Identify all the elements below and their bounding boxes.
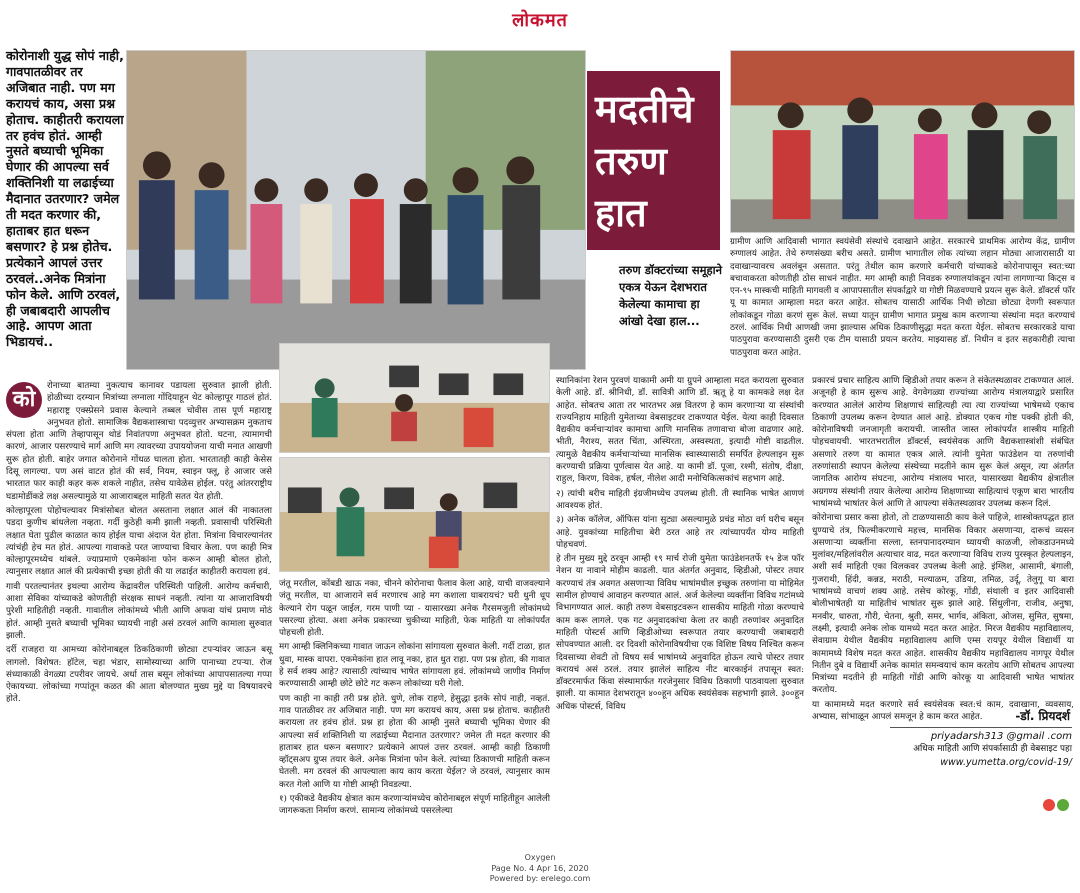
office-photo-top (279, 343, 550, 453)
decorative-dots (1043, 799, 1069, 811)
article-column-2 (279, 578, 550, 845)
lokmat-logo: लोकमत (512, 10, 568, 31)
paragraph: दर्री राजहरा या आमच्या कोरोनाबद्दल ठिकठिकाणी छोट्या टपऱ्यांवर जाऊन बसू लागलो. विशेषत: हॉटेल, चहा भंडार, सामोस्याच्या आणि पानाच्या टपऱ्या. रोज संध्याकाळी वेगळ्या टपरीवर जायचे. अर्धा तास बसून लोकांच्या आपापसातल्या गप्पा ऐकायच्या. लोकांच्या गप्पांतून कळत की आता बोलण्यात मुख्य मुद्दे या विषयावरचे होते. (6, 645, 272, 705)
group-photo-street (126, 50, 586, 370)
paragraph: गावी परतल्यानंतर इथल्या आरोग्य केंद्रावरील परिस्थिती पाहिली. आरोग्य कर्मचारी, आशा सेविका यांच्याकडे कोणतीही संरक्षक साधनं नव्हती. त्यांना या आजाराविषयी पुरेशी माहितीही नव्हती. गावातील लोकांमध्ये भीती आणि अफवा यांचं प्रमाण मोठं होतं. आम्ही नुसते बघ्याची भूमिका घ्यायची नाही असं ठरवलं आणि कामाला सुरुवात झाली. (6, 581, 272, 641)
edition-name: Oxygen (524, 853, 556, 862)
paragraph: मग आम्ही क्लिनिकच्या गावात जाऊन लोकांना सांगायला सुरुवात केली. गर्दी टाळा, हात धुवा, मास्क वापरा. एकमेकांना हात लावू नका, हात धुत राहा. पण प्रश्न होता, की गावात हे सर्व शक्य आहे? त्यासाठी त्यांच्याच भाषेत सांगायला हवं. लोकांमध्ये जाणीव निर्माण करण्यासाठी आम्ही छोटे छोटे गट करून लोकांच्या घरी गेलो. (279, 642, 550, 690)
green-dot-icon (1057, 799, 1069, 811)
office-photo-bottom (279, 457, 550, 572)
group-photo-street-image (127, 51, 585, 369)
paragraph: ३) अनेक कॉलेज, ऑफिस यांना सुट्या असल्यामुळे प्रचंड मोठा वर्ग घरीच बसून आहे. युवकांच्या माहितीचा बेरी ठरत आहे तर त्यांच्यापर्यंत योग्य माहिती पोहचवणं. (556, 515, 804, 550)
office-photo-top-image (280, 344, 549, 452)
masthead (0, 0, 1080, 40)
website-note: अधिक माहिती आणि संपर्कासाठी ही वेबसाइट पहा (913, 744, 1072, 754)
author-email[interactable]: priyadarsh313 @gmail .com (930, 731, 1072, 742)
article-column-3 (556, 375, 804, 845)
contact-info (860, 730, 1072, 769)
paragraph: पण काही ना काही तरी प्रश्न होते. धुणे, लोक राहणे, हेसुद्धा इतके सोपं नाही, नव्हतं. गाव पातळीवर तर अजिबात नाही. पण मग करायचं काय, असा प्रश्न होताच. काहीतरी करायला तर हवंच होतं. प्रश्न हा होता की आम्ही नुसते बघ्याची भूमिका घेणार की आपल्या सर्व शक्तिनिशी या लढाईच्या मैदानात उतरणार? जमेल ती मदत करणार की हाताबर हात धरून बसणार? प्रत्येकाने आपलं उत्तर ठरवलं. आम्ही काही ठिकाणी व्हॉट्सअप ग्रुप्स तयार केले. अनेक मित्रांना फोन केले. त्यांच्या ठिकाणची माहिती करून घेतली. मग ठरवलं की आपल्याला काय काय करता येईल? जे ठरवलं, त्यानुसार काम करत गेलो आणि या गोष्टी आम्ही निवडल्या. (279, 693, 550, 790)
deck-text: तरुण डॉक्टरांच्या समूहाने एकत्र येऊन देशभरात केलेल्या कामाचा हा आंखो देखा हाल... (619, 263, 722, 328)
divider (890, 727, 1072, 728)
red-dot-icon (1043, 799, 1055, 811)
photo-caption: ग्रामीण आणि आदिवासी भागात स्वयंसेवी संस्थांचे दवाखाने आहेत. सरकारचे प्राथमिक आरोग्य केंद्र, ग्रामीण रुग्णालयं आहेत. तेथे रुग्णसंख्या बरीच असते. ग्रामीण भागातील लोक त्यांच्या लहान मोठ्या आजारासाठी या दवाखान्यावरच अवलंबून असतात. परंतु तेथील काम करणारे कर्मचारी यांच्याकडे कोरोनापासून स्वत:च्या बचावाकरता कोणतीही ठोस साधनं नाहीत. मग आम्ही काही निवडक रुग्णालयांकडून त्यांना लागणाऱ्या किट्स व एन-९५ मास्कची माहिती मागवली व आपापसातील संपर्काद्वारे या गोष्टी मिळवण्याचे प्रयत्न सुरू केले. डॉक्टर्स फॉर यू या कामात आम्हाला मदत करत आहेत. सोबतच यासाठी आर्थिक निधी छोट्या छोट्या देणगी स्वरूपात लोकांकडून गोळा करणं सुरू केलं. सध्या यातून ग्रामीण भागात प्रमुख काम करणाऱ्या संस्थांना मदत करण्याचं ठरलं. आर्थिक निधी आणखी जमा झाल्यास अधिक ठिकाणीसुद्धा मदत करता येईल. सोबतच सरकारकडे याचा पाठपुरावा करण्यासाठी दुसरी एक टीम यासाठी प्रयत्न करतेय. माझ्यासह डॉ. निधीन व इतर सहकारीही त्याचा पाठपुरावा करत आहेत. (730, 237, 1075, 358)
group-photo-outdoor-image (731, 51, 1074, 232)
paragraph: स्थानिकांना रेशन पुरवणं याकामी अमी या ग्रुपने आम्हाला मदत करायला सुरुवात केली आहे. डॉ. श्रीनिधी, डॉ. सावित्री आणि डॉ. ऋतू हे या कामकडे लक्ष देत आहेत. सोबतच आता तर भारतभर अन्न वितरण हे काम करणाऱ्या या संस्थांची राज्यनिहाय माहिती युमेताच्या वेबसाइटवर टाकण्यात येईल. येत्या काही दिवसात वैद्यकीय कर्मचाऱ्यांवर कामाचा आणि मानसिक तणावाचा बोजा वाढणार आहे. भीती, नैराश्य, सतत चिंता, अस्थिरता, अस्वस्थता, इत्यादी गोष्टी वाढतील. त्यामुळे वैद्यकीय कर्मचाऱ्यांच्या मानसिक स्वास्थ्यासाठी समर्पित हेल्पलाइन सुरू करण्याची प्रक्रिया पूर्णत्वास येत आहे. या कामी डॉ. पूजा, रश्मी, संतोष, दीक्षा, राहुल, किरण, विवेक, हर्षल, नीलेश आदी मनोचिकित्सकांचं सहभाग आहे. (556, 376, 804, 485)
page-info (440, 853, 640, 885)
article-column-1 (6, 380, 272, 845)
paragraph: जंतू मरतील, कोंबडी खाऊ नका, चीनने कोरोनाचा फैलाव केला आहे, याची वाजवल्याने जंतू मरतील, या आजाराने सर्व मरणारच आहे मग कशाला घाबरायचं? घरी धुनी धूप केल्याने रोग पळून जाईल, गरम पाणी प्या - यासारख्या अनेक गैरसमजुती लोकांमध्ये पसरल्या होत्या. अशा अनेक प्रकारच्या चुकीच्या माहिती, फेक माहिती या लोकांपर्यंत पोहचली होती. (279, 579, 550, 639)
author-signature: -डॉ. प्रियदर्श (1015, 709, 1070, 723)
paragraph: रोनाच्या बातम्या नुकत्याच कानावर पडायला सुरुवात झाली होती. होळीच्या दरम्यान मित्रांच्या लग्नाला गोंदियाहून थेट कोल्हापूर गाठलं होतं. महाराष्ट्र एक्स्प्रेसने प्रवास केल्याने तब्बल चोवीस तास पूर्ण महाराष्ट्र अनुभवत होतो. सामाजिक वैद्यकशास्त्राचा पदव्युत्तर अभ्यासक्रम नुकताच संपला होता आणि तेव्हापासून थोडं निवांतपणा अनुभवत होतो. घटना, त्यामागची कारणं, आजार पसरण्याचे मार्ग आणि मग त्यावरच्या उपाययोजना याची मनात आखणी सुरू होत होती. बाहेर जगात कोरोनाने गोंधळ घालता होता. भारतातही काही केसेस दिसू लागल्या. पण असं वाटत होतं की सर्व, नियम, स्वाइन फ्लू, हे आजार जसे भारतात फार काही कहर करू शकले नाहीत, तसेच यावेळेस होईल. परंतु आंतरराष्ट्रीय घडामोडींकडे लक्ष असल्यामुळे या आजाराबद्दल माहिती सतत येत होती. (6, 381, 272, 502)
paragraph: हे तीन मुख्य मुद्दे ठरवून आम्ही १९ मार्च रोजी युमेता फाउंडेशनतर्फे १५ डेज फॉर नेशन या नावाने मोहीम काढली. यात अंतर्गत अनुवाद, व्हिडीओ, पोस्टर तयार करण्याचं तंत्र अवगत असणाऱ्या विविध भाषांमधील इच्छुक तरुणांना या मोहिमेत सामील होण्याचं आवाहन करण्यात आलं. अर्ज केलेल्या व्यक्तींना विविध गटांमध्ये विभागण्यात आलं. काही तरुण वेबसाइटवरून शासकीय माहिती गोळा करण्याचे काम करू लागले. एक गट अनुवादकांचा केला तर काही तरुणांवर अनुवादित माहिती पोस्टर्स आणि व्हिडीओच्या स्वरूपात तयार करण्याची जबाबदारी सोपवण्यात आली. दर दिवशी कोरोनाविषयीचा एक विशिष्ट विषय निश्चित करून दिवसाच्या शेवटी तो विषय सर्व भाषांमध्ये अनुवादित होऊन त्याचे पोस्टर तयार करायचं असं ठरलं. तयार झालेलं साहित्य नीट बारकाईनं तपासून स्वत: डॉक्टरमार्फत किंवा संस्थामार्फत गरजेनुसार विविध ठिकाणी पाठवायला सुरुवात झाली. या कामात देशभरातून ४००हून अधिक स्वयंसेवक सहभागी झाले. ३००हून अधिक पोस्टर्स, विविध (556, 554, 804, 712)
website-link[interactable]: www.yumetta.org/covid-19/ (940, 757, 1072, 768)
paragraph: कोरोनाचा प्रसार कसा होतो, तो टाळण्यासाठी काय केले पाहिजे, शास्त्रोक्तपद्धत हात धुण्याचे तंत्र, फिल्मीकरणाचे महत्त्व, मानसिक विकार असणाऱ्या, दारूचं व्यसन असणाऱ्या व्यक्तींना सल्ला, स्तनपानादरम्यान घ्यायची काळजी, लोकडाउनमध्ये मुलांवर/महिलांवरील अत्याचार वाढ, मदत करणाऱ्या विविध राज्य पुरस्कृत हेल्पलाइन, अशी सर्व माहिती एका विलकवर उपलब्ध केली आहे. इंग्लिश, आसामी, बंगाली, गुजराथी, हिंदी, कन्नड, मराठी, मल्याळम, उडिया, तमिळ, उर्दू, तेलुगू या बारा भाषांमध्ये वाचणं शक्य आहे. तसेच कोरकू, गोंडी, संथाली व इतर आदिवासी बोलीभाषेतही या माहितीचं भाषांतर सुरू झाले आहे. सिंधुलीना, राजीव, अनुषा, मनवीर, धारुता, गौरी, चेतना, श्रुती, समर, भार्गव, अंकिता, ओजस, सुमित, सुषमा, लक्ष्मी, इत्यादी अनेक लोक यामध्ये मदत करत आहेत. मिरज वैद्यकीय महाविद्यालय, सेवाग्राम येथील वैद्यकीय महाविद्यालय आणि एम्स रायपूर येथील विद्यार्थी या कामामध्ये विशेष मदत करत आहेत. शासकीय वैद्यकीय महाविद्यालय नागपूर येथील नितीन दुबे व विद्यार्थी अनेक कामांत समन्वयाचं काम करतोय आणि सोबतच आपल्या मित्रांच्या मदतीने ही माहिती गोंडी आणि कोरकू या आदिवासी भाषेत भाषांतर करतोय. (812, 513, 1074, 696)
office-photo-bottom-image (280, 458, 549, 571)
drop-cap: को (6, 382, 42, 418)
powered-by: Powered by: erelego.com (489, 874, 591, 883)
paragraph: कोल्हापूरला पोहोचल्यावर मित्रांसोबत बोलत असताना लक्षात आलं की नाकातला पडदा कुणीच बांधलेला नव्हता. गर्दी कुठेही कमी झाली नव्हती. प्रवासाची परिस्थिती लक्षात घेता पुढील काळात काय होईल याचा अंदाज येत होता. मित्रांना विचारल्यानंतर त्यांचंही हेच मत होतं. आपल्या गावाकडे परत जाण्याचा विचार केला. पण काही मित्र कोल्हापूरमध्येच थांबले. ज्याप्रमाणे एकमेकांना फोन करून आम्ही बोलत होतो, त्यानुसार लक्षात आलं की प्रत्येकाची इच्छा होती की या लढाईत काहीतरी करायला हवं. (6, 505, 272, 578)
intro-text: कोरोनाशी युद्ध सोपं नाही, गावपातळीवर तर अजिबात नाही. पण मग करायचं काय, असा प्रश्न होताच. काहीतरी करायला तर हवंच होतं. आम्ही नुसते बघ्याची भूमिका घेणार की आपल्या सर्व शक्तिनिशी या लढाईच्या मैदानात उतरणार? जमेल ती मदत करणार की, हाताबर हात धरून बसणार? हे प्रश्न होतेच. प्रत्येकाने आपलं उत्तर ठरवलं..अनेक मित्रांना फोन केले. आणि ठरवलं, ही जबाबदारी आपलीच आहे. आपण आता भिडायचं.. (6, 48, 124, 350)
paragraph: १) एकीकडे वैद्यकीय क्षेत्रात काम करणाऱ्यांमध्येच कोरोनाबद्दल संपूर्ण माहितीहून आलेली जागरूकता निर्माण करणं. सामान्य लोकांमध्ये पसरलेल्या (279, 794, 550, 817)
group-photo-outdoor (730, 50, 1075, 233)
paragraph: या कामामध्ये मदत करणारे सर्व स्वयंसेवक स्वत:चं काम, दवाखाना, व्यवसाय, अभ्यास, सांभाळून आपलं समजून हे काम करत आहेत. (812, 699, 1074, 723)
page-number-date: Page No. 4 Apr 16, 2020 (491, 863, 589, 873)
paragraph: २) त्यांची बरीच माहिती इंग्रजीमध्येच उपलब्ध होती. ती स्थानिक भाषेत आणणं आवश्यक होतं. (556, 488, 804, 511)
headline: मदतीचे तरुण हात (595, 86, 694, 235)
headline-box (587, 71, 720, 250)
paragraph: प्रकारचं प्रचार साहित्य आणि व्हिडीओ तयार करून ते संकेतस्थळावर टाकण्यात आलं. अजूनही हे काम सुरूच आहे. वेगवेगळ्या राज्यांच्या आरोग्य मंत्रालयाद्वारे प्रसारित करण्यात आलेलं आरोग्य शिक्षणाचं साहित्यही त्या त्या राज्यांच्या भाषेमध्ये एकाच ठिकाणी उपलब्ध करून देण्यात आलं आहे. डोक्यात एकच गोष्ट पक्की होती की, कोरोनाविषयी जनजागृती करायची. जास्तीत जास्त लोकांपर्यंत शास्त्रीय माहिती पोहचवायची. भारतभरातील डॉक्टर्स, स्वयंसेवक आणि वैद्यकशास्त्रांशी संबंधित असणारे तरुण या कामात एकत्र आले. त्यांनी युमेता फाउंडेशन या तरुणांची तरुणांसाठी स्थापन केलेल्या संस्थेच्या मदतीने काम सुरू केलं असून, त्या अंतर्गत जागतिक आरोग्य संघटना, आरोग्य मंत्रालय भारत, यासारख्या वैद्यकीय क्षेत्रातील अग्रगण्य संस्थांनी तयार केलेल्या आरोग्य शिक्षणाच्या साहित्याचं एकूण बारा भारतीय भाषांमध्ये भाषांतर केलं आणि ते आपल्या संकेतस्थळावर उपलब्ध करून दिलं. (812, 376, 1074, 509)
